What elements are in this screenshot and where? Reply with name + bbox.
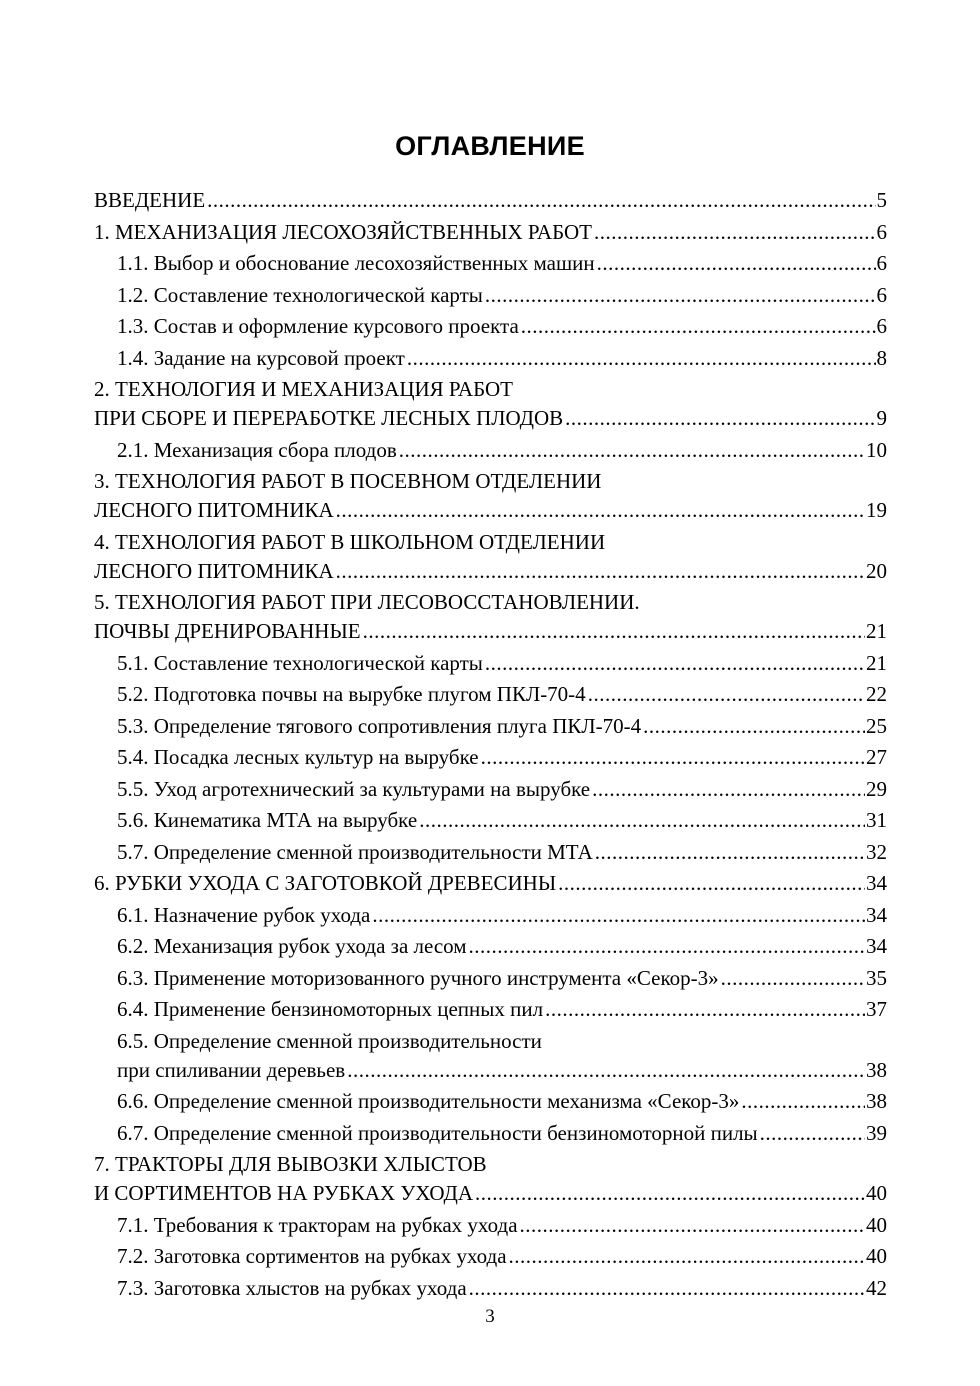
toc-entry[interactable] bbox=[94, 375, 887, 433]
toc-page-number: 31 bbox=[866, 808, 887, 832]
dot-leader bbox=[588, 680, 865, 709]
page-title: ОГЛАВЛЕНИЕ bbox=[395, 131, 585, 161]
dot-leader bbox=[363, 617, 865, 646]
toc-subentry[interactable] bbox=[94, 1087, 887, 1116]
toc-entry-title: ВВЕДЕНИЕ bbox=[94, 188, 206, 212]
toc-entry[interactable] bbox=[94, 1150, 887, 1208]
toc-page-number: 10 bbox=[866, 437, 887, 462]
toc-entry-row bbox=[94, 557, 887, 586]
toc-entry-row bbox=[117, 1242, 887, 1271]
toc-entry-title: ЛЕСНОГО ПИТОМНИКА bbox=[94, 498, 334, 522]
toc-entry-title: 5.6. Кинематика МТА на вырубке bbox=[117, 808, 418, 832]
toc-entry[interactable] bbox=[94, 218, 887, 247]
toc-entry-title: 6.7. Определение сменной производительности бензиномоторной пилы bbox=[117, 1120, 758, 1145]
toc-entry-title-line: 7. ТРАКТОРЫ ДЛЯ ВЫВОЗКИ ХЛЫСТОВ bbox=[94, 1152, 487, 1176]
toc-page-number: 38 bbox=[866, 1057, 887, 1082]
toc-entry-title: 7.3. Заготовка хлыстов на рубках ухода bbox=[117, 1275, 467, 1300]
toc-entry[interactable] bbox=[94, 528, 887, 586]
toc-entry-title: И СОРТИМЕНТОВ НА РУБКАХ УХОДА bbox=[94, 1181, 473, 1205]
toc-page-number: 5 bbox=[876, 188, 887, 212]
dot-leader bbox=[469, 932, 865, 961]
toc-page-number: 22 bbox=[866, 682, 887, 706]
toc-entry-title: 1.4. Задание на курсовой проект bbox=[117, 345, 405, 370]
toc-subentry[interactable] bbox=[94, 344, 887, 373]
toc-subentry[interactable] bbox=[94, 281, 887, 310]
dot-leader bbox=[475, 1179, 865, 1208]
toc-page-number: 40 bbox=[866, 1181, 887, 1205]
toc-entry-title: ПОЧВЫ ДРЕНИРОВАННЫЕ bbox=[94, 619, 361, 643]
dot-leader bbox=[592, 775, 865, 804]
dot-leader bbox=[521, 312, 876, 341]
toc-subentry[interactable] bbox=[94, 806, 887, 835]
toc-entry[interactable] bbox=[94, 186, 887, 215]
toc-entry-title: 1.2. Составление технологической карты bbox=[117, 282, 483, 307]
toc-page-number: 8 bbox=[876, 345, 887, 370]
toc-entry-title-line: 6.5. Определение сменной производительности bbox=[117, 1028, 542, 1053]
toc-entry-row bbox=[117, 1119, 887, 1148]
toc-entry-title: 2.1. Механизация сбора плодов bbox=[117, 437, 397, 462]
toc-entry-row bbox=[117, 436, 887, 465]
toc-entry-title: 6.1. Назначение рубок ухода bbox=[117, 902, 371, 927]
toc-entry-row bbox=[117, 649, 887, 678]
toc-entry-title: 5.5. Уход агротехнический за культурами на вырубке bbox=[117, 776, 591, 801]
dot-leader bbox=[481, 743, 865, 772]
toc-page-number: 9 bbox=[876, 406, 887, 430]
dot-leader bbox=[558, 869, 865, 898]
toc-entry-title: 5.2. Подготовка почвы на вырубке плугом ПКЛ-70-4 bbox=[117, 682, 586, 706]
toc-entry-row bbox=[117, 712, 887, 741]
toc-entry-title-line: 2. ТЕХНОЛОГИЯ И МЕХАНИЗАЦИЯ РАБОТ bbox=[94, 377, 513, 401]
toc-page-number: 34 bbox=[866, 871, 887, 895]
toc-entry-title: ЛЕСНОГО ПИТОМНИКА bbox=[94, 558, 334, 583]
dot-leader bbox=[485, 649, 865, 678]
toc-page-number: 20 bbox=[866, 558, 887, 583]
toc-entry-title: 6.3. Применение моторизованного ручного инструмента «Секор-3» bbox=[117, 965, 719, 990]
dot-leader bbox=[207, 186, 875, 215]
dot-leader bbox=[597, 249, 876, 278]
toc-entry-title: при спиливании деревьев bbox=[117, 1057, 346, 1082]
toc-entry-title: 1.3. Состав и оформление курсового проекта bbox=[117, 314, 519, 338]
toc-subentry[interactable] bbox=[94, 932, 887, 961]
toc-page-number: 6 bbox=[876, 314, 887, 338]
toc-entry-title: 1.1. Выбор и обоснование лесохозяйственных машин bbox=[117, 251, 595, 275]
toc-entry-row bbox=[117, 1274, 887, 1303]
toc-page-number: 21 bbox=[866, 619, 887, 643]
toc-subentry[interactable] bbox=[94, 1211, 887, 1240]
toc-entry[interactable] bbox=[94, 588, 887, 646]
toc-page-number: 42 bbox=[866, 1275, 887, 1300]
toc-subentry[interactable] bbox=[94, 1027, 887, 1085]
dot-leader bbox=[721, 964, 865, 993]
toc-entry-title: ПРИ СБОРЕ И ПЕРЕРАБОТКЕ ЛЕСНЫХ ПЛОДОВ bbox=[94, 406, 564, 430]
toc-entry-row bbox=[117, 249, 887, 278]
toc-entry-row bbox=[117, 312, 887, 341]
toc-subentry[interactable] bbox=[94, 775, 887, 804]
toc-entry-row bbox=[94, 404, 887, 433]
toc-entry-title-line: 5. ТЕХНОЛОГИЯ РАБОТ ПРИ ЛЕСОВОССТАНОВЛЕНИИ. bbox=[94, 590, 640, 614]
toc-page-number: 21 bbox=[866, 650, 887, 675]
table-of-contents bbox=[94, 186, 887, 1305]
toc-entry[interactable] bbox=[94, 467, 887, 525]
toc-entry-row bbox=[94, 186, 887, 215]
toc-subentry[interactable] bbox=[94, 649, 887, 678]
toc-entry[interactable] bbox=[94, 869, 887, 898]
toc-entry-row bbox=[94, 1179, 887, 1208]
toc-entry-row bbox=[94, 617, 887, 646]
dot-leader bbox=[336, 496, 865, 525]
toc-subentry[interactable] bbox=[94, 901, 887, 930]
toc-entry-title: 7.2. Заготовка сортиментов на рубках ухода bbox=[117, 1244, 507, 1268]
dot-leader bbox=[336, 557, 865, 586]
toc-entry-title-line: 3. ТЕХНОЛОГИЯ РАБОТ В ПОСЕВНОМ ОТДЕЛЕНИИ bbox=[94, 469, 602, 493]
toc-subentry[interactable] bbox=[94, 312, 887, 341]
toc-entry-title: 6.6. Определение сменной производительности механизма «Секор-3» bbox=[117, 1089, 740, 1113]
toc-subentry[interactable] bbox=[94, 249, 887, 278]
toc-entry-row bbox=[117, 680, 887, 709]
toc-entry-title: 1. МЕХАНИЗАЦИЯ ЛЕСОХОЗЯЙСТВЕННЫХ РАБОТ bbox=[94, 219, 592, 244]
toc-entry-title: 6. РУБКИ УХОДА С ЗАГОТОВКОЙ ДРЕВЕСИНЫ bbox=[94, 871, 557, 895]
page-number: 3 bbox=[485, 1306, 495, 1327]
toc-subentry[interactable] bbox=[94, 1242, 887, 1271]
dot-leader bbox=[419, 806, 865, 835]
toc-entry-row bbox=[94, 869, 887, 898]
dot-leader bbox=[372, 901, 865, 930]
toc-entry-title: 5.1. Составление технологической карты bbox=[117, 650, 483, 675]
toc-entry-row bbox=[117, 806, 887, 835]
toc-entry-row bbox=[117, 838, 887, 867]
toc-page-number: 25 bbox=[866, 713, 887, 738]
toc-page-number: 38 bbox=[866, 1089, 887, 1113]
toc-entry-row bbox=[117, 964, 887, 993]
toc-subentry[interactable] bbox=[94, 838, 887, 867]
dot-leader bbox=[407, 344, 876, 373]
toc-entry-title: 6.2. Механизация рубок ухода за лесом bbox=[117, 934, 467, 958]
toc-entry-row bbox=[117, 281, 887, 310]
toc-entry-row bbox=[94, 218, 887, 247]
toc-entry-row bbox=[117, 1211, 887, 1240]
toc-page-number: 29 bbox=[866, 776, 887, 801]
toc-page-number: 19 bbox=[866, 498, 887, 522]
toc-page-number: 32 bbox=[866, 839, 887, 864]
toc-subentry[interactable] bbox=[94, 1119, 887, 1148]
dot-leader bbox=[347, 1056, 865, 1085]
dot-leader bbox=[520, 1211, 865, 1240]
toc-entry-row bbox=[117, 344, 887, 373]
toc-page-number: 40 bbox=[866, 1212, 887, 1237]
toc-subentry[interactable] bbox=[94, 712, 887, 741]
toc-page-number: 37 bbox=[866, 997, 887, 1021]
dot-leader bbox=[643, 712, 865, 741]
toc-entry-row bbox=[117, 995, 887, 1024]
toc-subentry[interactable] bbox=[94, 995, 887, 1024]
toc-page-number: 35 bbox=[866, 965, 887, 990]
toc-page-number: 6 bbox=[876, 282, 887, 307]
toc-entry-row bbox=[117, 932, 887, 961]
toc-page-number: 34 bbox=[866, 934, 887, 958]
toc-entry-row bbox=[117, 775, 887, 804]
dot-leader bbox=[469, 1274, 865, 1303]
toc-entry-row bbox=[117, 901, 887, 930]
toc-entry-row bbox=[117, 743, 887, 772]
dot-leader bbox=[399, 436, 865, 465]
toc-subentry[interactable] bbox=[94, 1274, 887, 1303]
dot-leader bbox=[595, 838, 865, 867]
dot-leader bbox=[594, 218, 876, 247]
dot-leader bbox=[545, 995, 865, 1024]
toc-entry-row bbox=[117, 1087, 887, 1116]
toc-subentry[interactable] bbox=[94, 680, 887, 709]
toc-entry-row bbox=[117, 1056, 887, 1085]
dot-leader bbox=[485, 281, 876, 310]
toc-entry-title: 7.1. Требования к тракторам на рубках ухода bbox=[117, 1212, 518, 1237]
toc-entry-title: 6.4. Применение бензиномоторных цепных пил bbox=[117, 997, 544, 1021]
dot-leader bbox=[565, 404, 875, 433]
toc-page-number: 40 bbox=[866, 1244, 887, 1268]
toc-entry-title: 5.3. Определение тягового сопротивления плуга ПКЛ-70-4 bbox=[117, 713, 642, 738]
toc-subentry[interactable] bbox=[94, 436, 887, 465]
toc-subentry[interactable] bbox=[94, 743, 887, 772]
toc-page-number: 6 bbox=[876, 251, 887, 275]
toc-entry-title: 5.4. Посадка лесных культур на вырубке bbox=[117, 745, 479, 769]
dot-leader bbox=[509, 1242, 865, 1271]
toc-entry-row bbox=[94, 496, 887, 525]
toc-entry-title-line: 4. ТЕХНОЛОГИЯ РАБОТ В ШКОЛЬНОМ ОТДЕЛЕНИИ bbox=[94, 529, 606, 554]
toc-subentry[interactable] bbox=[94, 964, 887, 993]
dot-leader bbox=[741, 1087, 865, 1116]
dot-leader bbox=[760, 1119, 865, 1148]
toc-entry-title: 5.7. Определение сменной производительности МТА bbox=[117, 839, 593, 864]
toc-page-number: 6 bbox=[876, 219, 887, 244]
toc-page-number: 39 bbox=[866, 1120, 887, 1145]
toc-page-number: 27 bbox=[866, 745, 887, 769]
toc-page-number: 34 bbox=[866, 902, 887, 927]
